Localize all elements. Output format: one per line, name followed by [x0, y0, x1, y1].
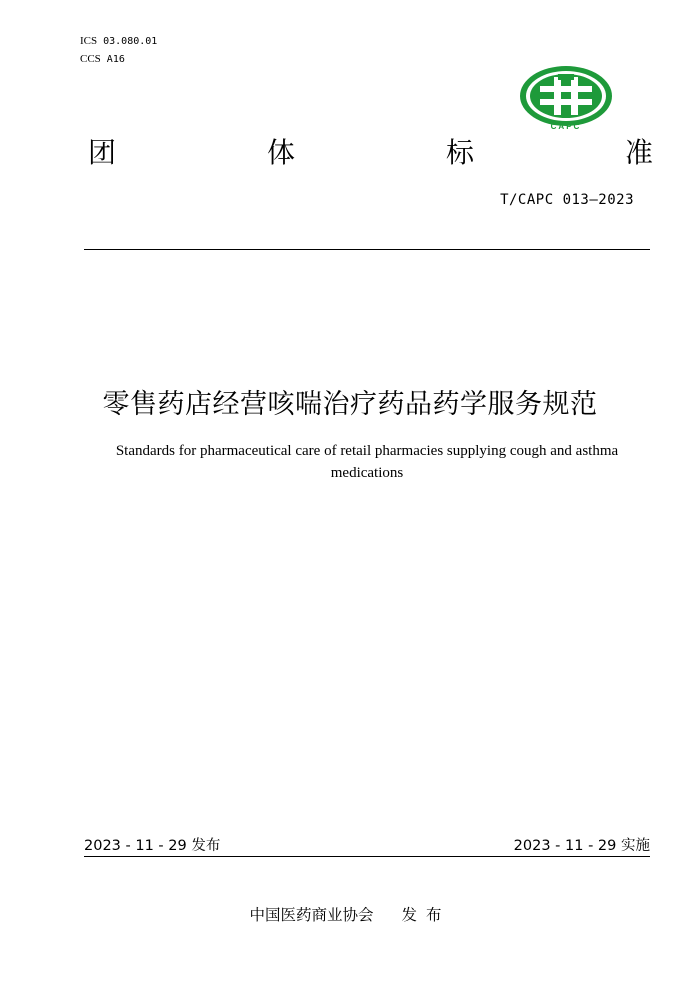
logo-text: CAPC — [550, 122, 582, 131]
capc-logo-icon — [518, 66, 614, 132]
ccs-line — [80, 53, 125, 66]
ics-line — [80, 35, 157, 48]
standard-number: T/CAPC 013—2023 — [500, 192, 634, 208]
publisher-line — [0, 903, 700, 925]
category-char-2: 体 — [267, 136, 296, 169]
ics-code: 03.080.01 — [103, 36, 158, 47]
ics-label: ICS — [80, 35, 98, 47]
publish-date: 2023 - 11 - 29 发布 — [84, 838, 221, 854]
category-char-4: 准 — [625, 136, 654, 169]
footer-divider — [84, 856, 650, 857]
header-divider — [84, 249, 650, 250]
category-char-3: 标 — [446, 136, 475, 169]
ccs-label: CCS — [80, 53, 101, 65]
publisher-action: 发布 — [401, 906, 451, 924]
ccs-code: A16 — [106, 54, 125, 65]
category-char-1: 团 — [88, 136, 117, 169]
implement-date: 2023 - 11 - 29 实施 — [513, 838, 650, 854]
title-chinese: 零售药店经营咳喘治疗药品药学服务规范 — [102, 389, 598, 420]
title-english: Standards for pharmaceutical care of retail pharmacies supplying cough and asthma medications — [115, 443, 619, 481]
publisher-name: 中国医药商业协会 — [249, 906, 374, 924]
